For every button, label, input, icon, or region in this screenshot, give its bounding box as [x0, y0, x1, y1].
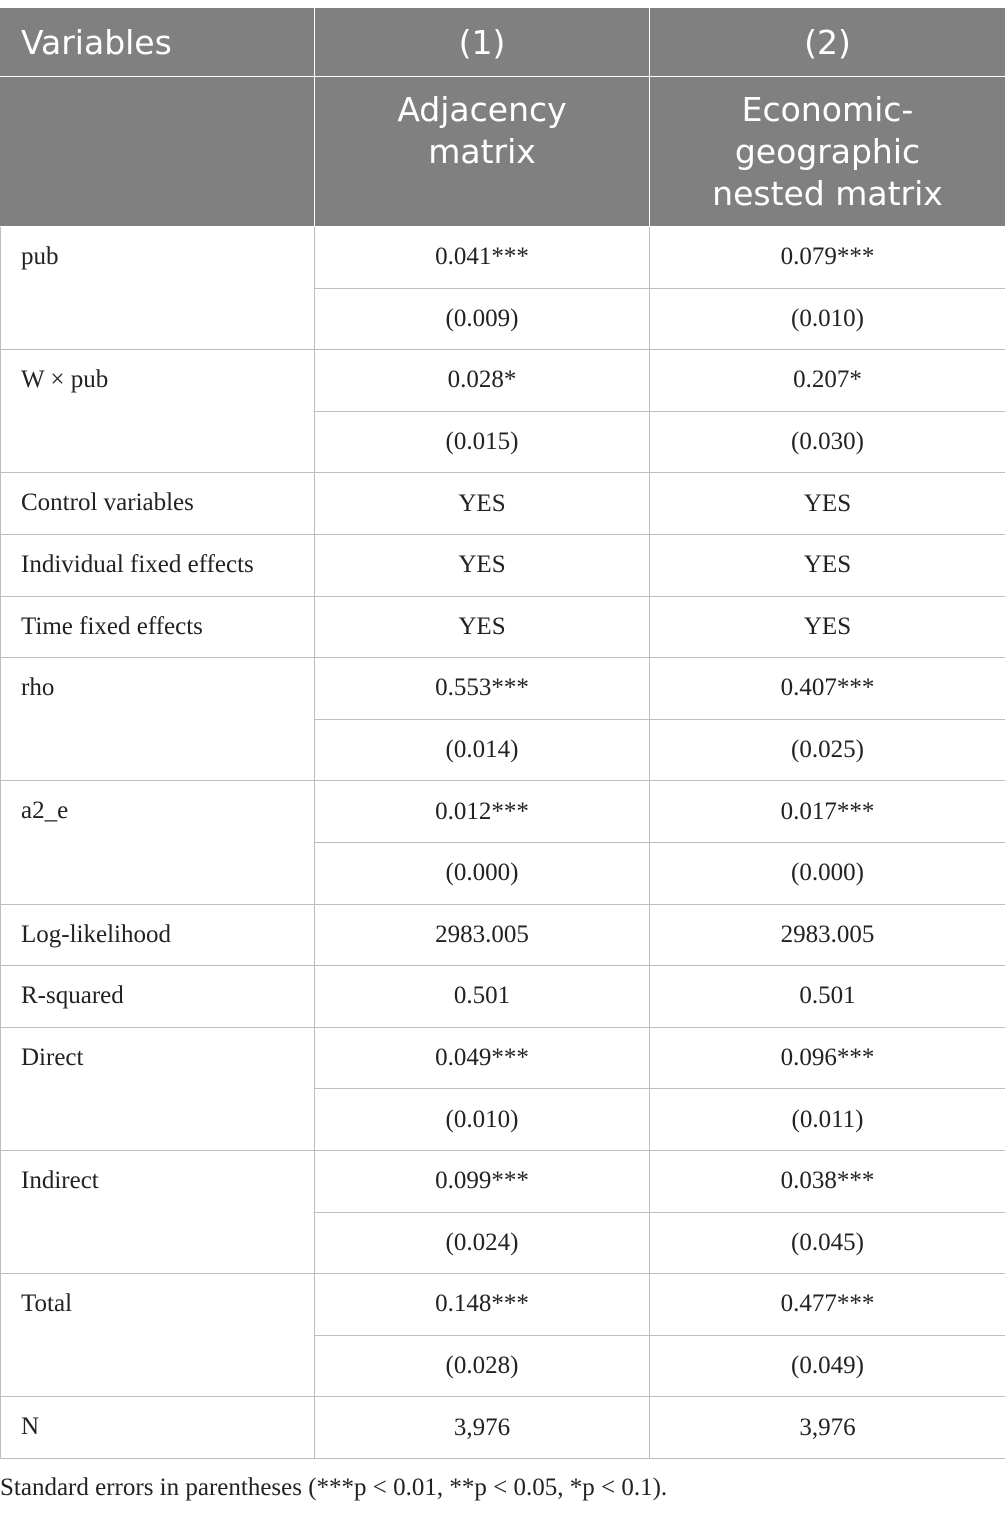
coefficient-cell-col1: YES: [315, 534, 650, 596]
coefficient-cell-col2: 2983.005: [650, 904, 1005, 966]
table-row: [1, 966, 1005, 1028]
coefficient-cell-col1: 0.501: [315, 966, 650, 1028]
coefficient-cell-col1: 0.012***: [315, 781, 650, 843]
standard-error-cell-col2: (0.049): [650, 1335, 1005, 1397]
table-row: [1, 1150, 1005, 1212]
coefficient-cell-col2: 0.477***: [650, 1274, 1005, 1336]
row-label: Control variables: [1, 473, 315, 535]
standard-error-cell-col1: (0.009): [315, 288, 650, 350]
coefficient-cell-col2: 0.407***: [650, 658, 1005, 720]
coefficient-cell-col1: 0.049***: [315, 1027, 650, 1089]
header-col1-number: (1): [315, 8, 650, 77]
standard-error-cell-col1: (0.010): [315, 1089, 650, 1151]
coefficient-cell-col1: YES: [315, 596, 650, 658]
row-label: W × pub: [1, 350, 315, 473]
table-row: [1, 1027, 1005, 1089]
coefficient-cell-col2: 0.207*: [650, 350, 1005, 412]
coefficient-cell-col2: 3,976: [650, 1397, 1005, 1459]
header-blank: [1, 77, 315, 227]
header-col2-number: (2): [650, 8, 1005, 77]
coefficient-cell-col2: 0.501: [650, 966, 1005, 1028]
standard-error-cell-col2: (0.000): [650, 842, 1005, 904]
standard-error-cell-col2: (0.011): [650, 1089, 1005, 1151]
coefficient-cell-col1: 0.148***: [315, 1274, 650, 1336]
standard-error-cell-col1: (0.028): [315, 1335, 650, 1397]
coefficient-cell-col2: 0.096***: [650, 1027, 1005, 1089]
coefficient-cell-col2: YES: [650, 473, 1005, 535]
coefficient-cell-col1: 3,976: [315, 1397, 650, 1459]
table-row: [1, 534, 1005, 596]
standard-error-cell-col2: (0.025): [650, 719, 1005, 781]
row-label: Individual fixed effects: [1, 534, 315, 596]
table-row: [1, 227, 1005, 289]
standard-error-cell-col1: (0.014): [315, 719, 650, 781]
row-label: Total: [1, 1274, 315, 1397]
standard-error-cell-col1: (0.015): [315, 411, 650, 473]
standard-error-cell-col2: (0.030): [650, 411, 1005, 473]
row-label: pub: [1, 227, 315, 350]
coefficient-cell-col1: 0.028*: [315, 350, 650, 412]
coefficient-cell-col1: 2983.005: [315, 904, 650, 966]
table-row: [1, 1397, 1005, 1459]
row-label: Indirect: [1, 1150, 315, 1273]
table-row: [1, 473, 1005, 535]
row-label: R-squared: [1, 966, 315, 1028]
coefficient-cell-col2: 0.079***: [650, 227, 1005, 289]
row-label: N: [1, 1397, 315, 1459]
row-label: Direct: [1, 1027, 315, 1150]
header-col2-line2: geographic: [734, 132, 921, 171]
standard-error-cell-col1: (0.024): [315, 1212, 650, 1274]
coefficient-cell-col2: 0.017***: [650, 781, 1005, 843]
coefficient-cell-col1: YES: [315, 473, 650, 535]
coefficient-cell-col2: 0.038***: [650, 1150, 1005, 1212]
regression-results-table: [0, 8, 1005, 1459]
standard-error-cell-col1: (0.000): [315, 842, 650, 904]
row-label: Log-likelihood: [1, 904, 315, 966]
coefficient-cell-col2: YES: [650, 596, 1005, 658]
table-row: [1, 781, 1005, 843]
header-col1-line1: Adjacency: [397, 90, 567, 129]
coefficient-cell-col1: 0.099***: [315, 1150, 650, 1212]
row-label: rho: [1, 658, 315, 781]
header-row-numbers: [1, 8, 1005, 77]
table-row: [1, 596, 1005, 658]
table-row: [1, 1274, 1005, 1336]
table-row: [1, 904, 1005, 966]
header-col2-line1: Economic-: [741, 90, 914, 129]
header-col2-matrix: [650, 77, 1005, 227]
table-header: [1, 8, 1005, 227]
header-col2-line3: nested matrix: [712, 174, 943, 213]
row-label: Time fixed effects: [1, 596, 315, 658]
header-col1-matrix: [315, 77, 650, 227]
coefficient-cell-col2: YES: [650, 534, 1005, 596]
row-label: a2_e: [1, 781, 315, 904]
header-variables: Variables: [1, 8, 315, 77]
table-row: [1, 658, 1005, 720]
standard-error-cell-col2: (0.045): [650, 1212, 1005, 1274]
table-body: [1, 227, 1005, 1459]
table-row: [1, 350, 1005, 412]
coefficient-cell-col1: 0.553***: [315, 658, 650, 720]
table-footnote: Standard errors in parentheses (***p < 0.01, **p < 0.05, *p < 0.1).: [0, 1474, 668, 1501]
coefficient-cell-col1: 0.041***: [315, 227, 650, 289]
header-row-matrix-names: [1, 77, 1005, 227]
header-col1-line2: matrix: [428, 132, 536, 171]
standard-error-cell-col2: (0.010): [650, 288, 1005, 350]
